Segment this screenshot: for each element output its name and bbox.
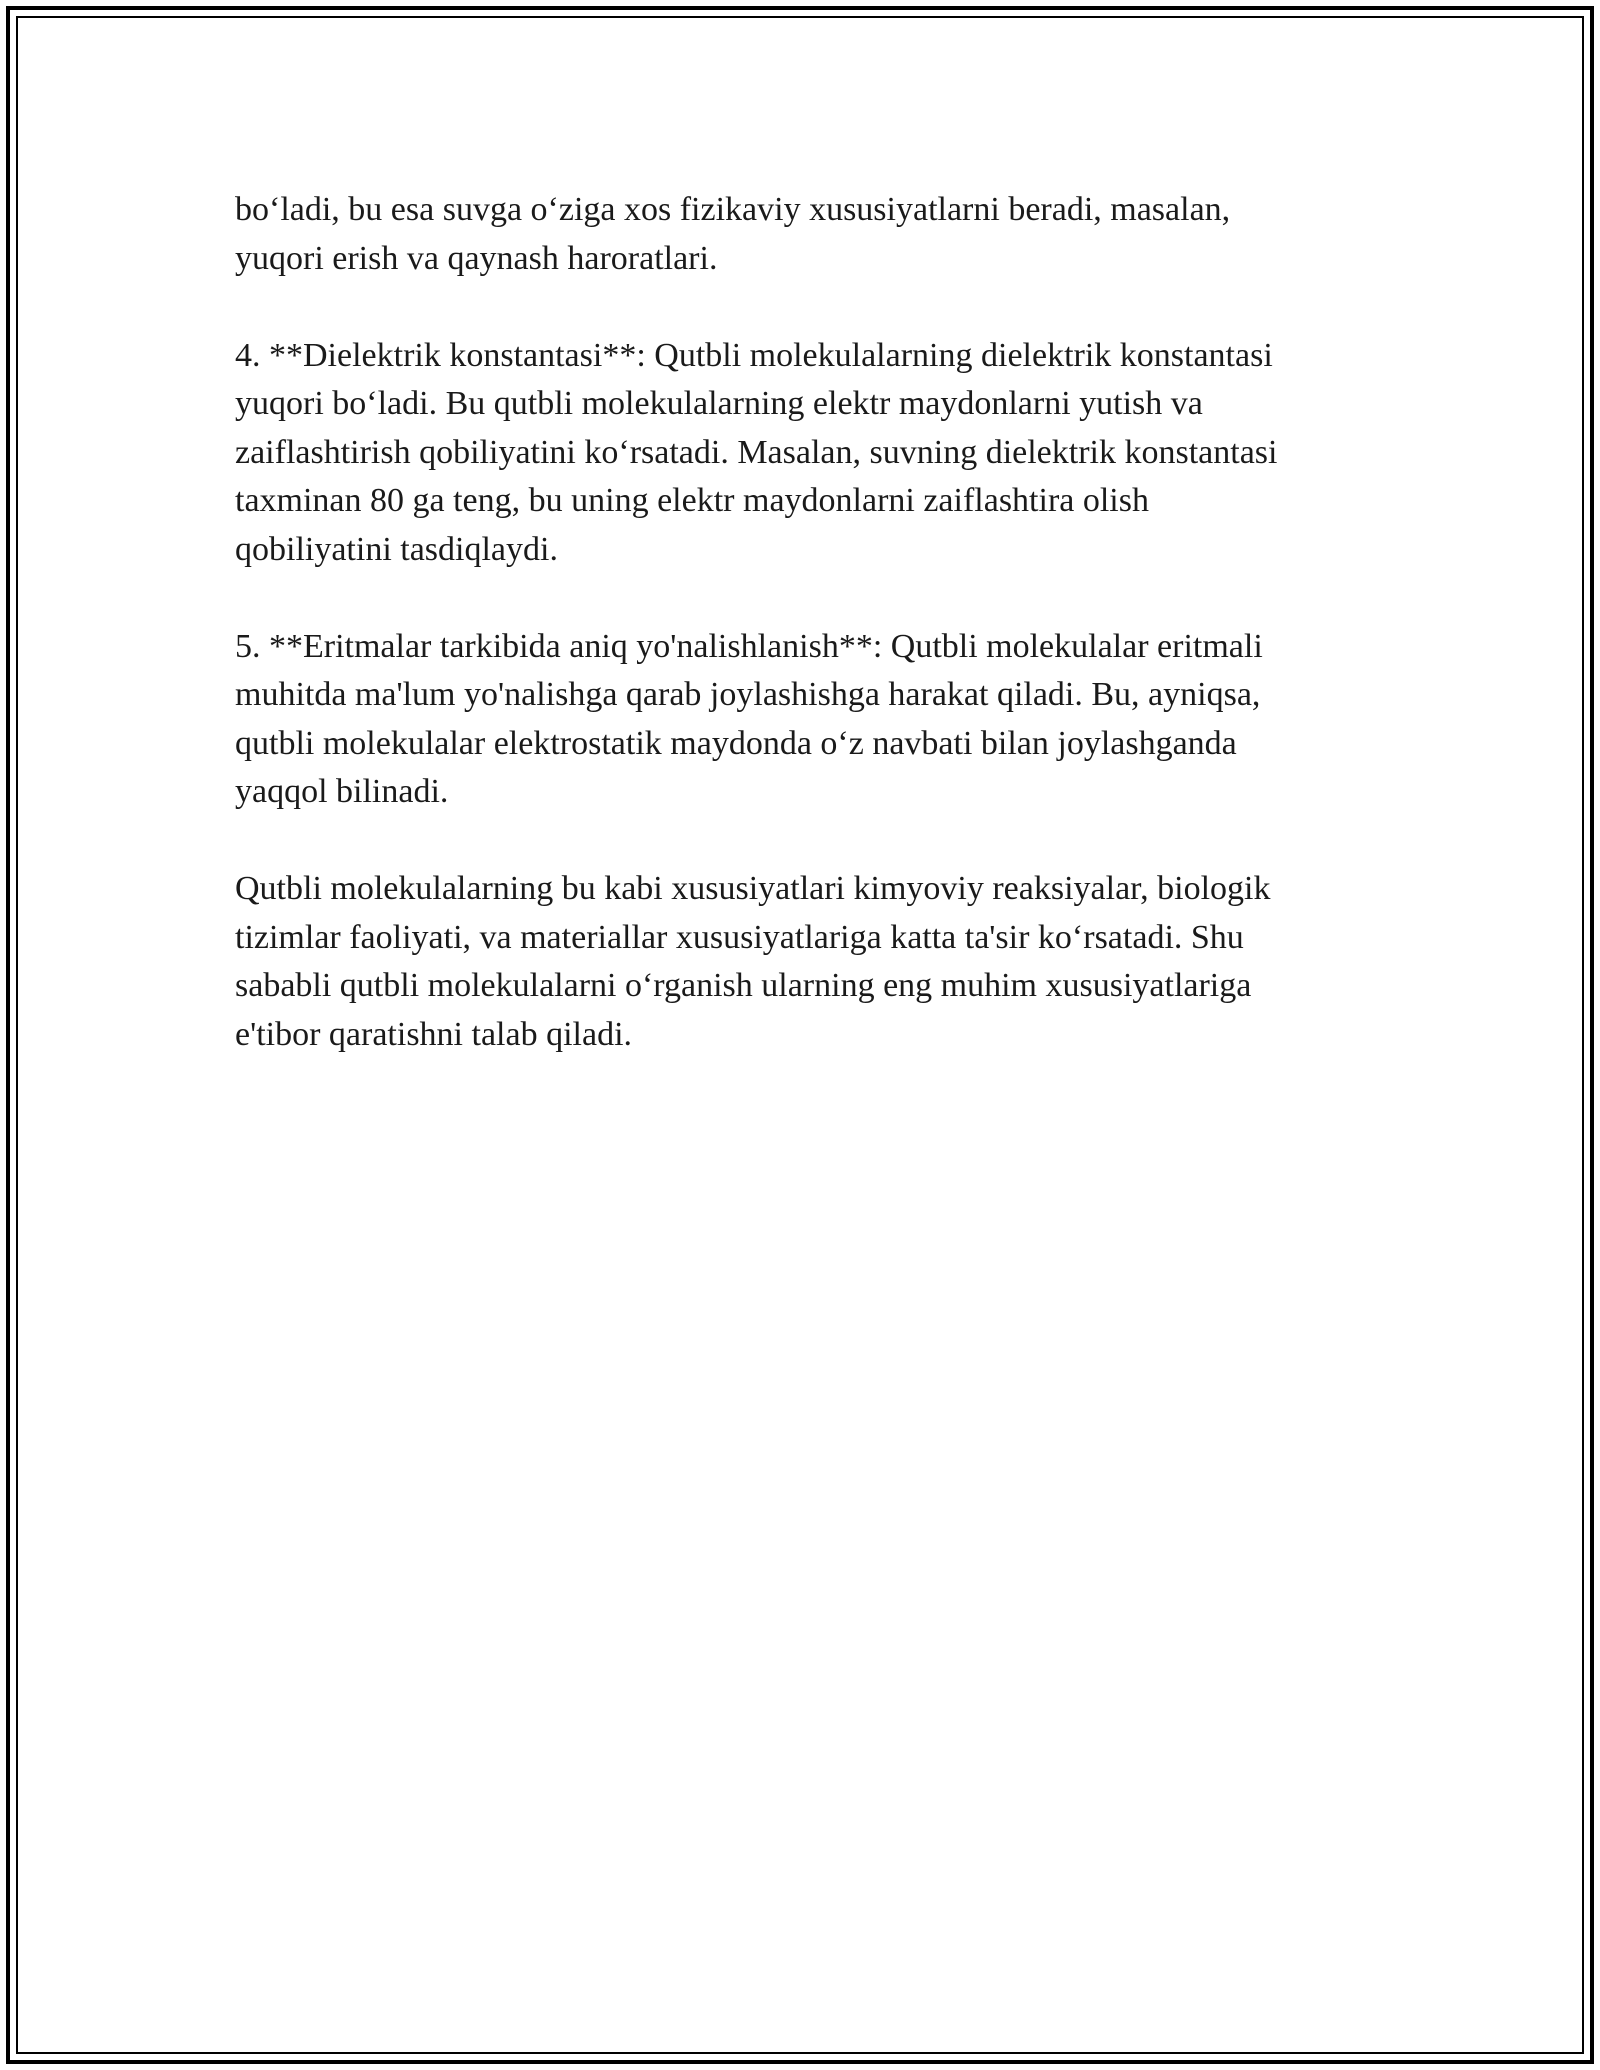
document-body	[235, 186, 1375, 1108]
paragraph-continuation: bo‘ladi, bu esa suvga o‘ziga xos fizikaviy xususiyatlarni beradi, masalan, yuqori erish va qaynash haroratlari.	[235, 191, 1231, 277]
paragraph-dielectric-constant: 4. **Dielektrik konstantasi**: Qutbli molekulalarning dielektrik konstantasi yuqori bo‘ladi. Bu qutbli molekulalarning elektr maydonlarni yutish va zaiflashtirish qobiliyatini ko‘rsatadi. Masalan, suvning dielektrik konstantasi taxminan 80 ga teng, bu uning elektr maydonlarni zaiflashtira olish qobiliyatini tasdiqlaydi.	[235, 336, 1278, 568]
paragraph-orientation-in-solutions: 5. **Eritmalar tarkibida aniq yo'nalishlanish**: Qutbli molekulalar eritmali muhitda ma'lum yo'nalishga qarab joylashishga harakat qiladi. Bu, ayniqsa, qutbli molekulalar elektrostatik maydonda o‘z navbati bilan joylashganda yaqqol bilinadi.	[235, 627, 1263, 810]
paragraph-conclusion: Qutbli molekulalarning bu kabi xususiyatlari kimyoviy reaksiyalar, biologik tizimlar faoliyati, va materiallar xususiyatlariga katta ta'sir ko‘rsatadi. Shu sababli qutbli molekulalarni o‘rganish ularning eng muhim xususiyatlariga e'tibor qaratishni talab qiladi.	[235, 870, 1271, 1053]
